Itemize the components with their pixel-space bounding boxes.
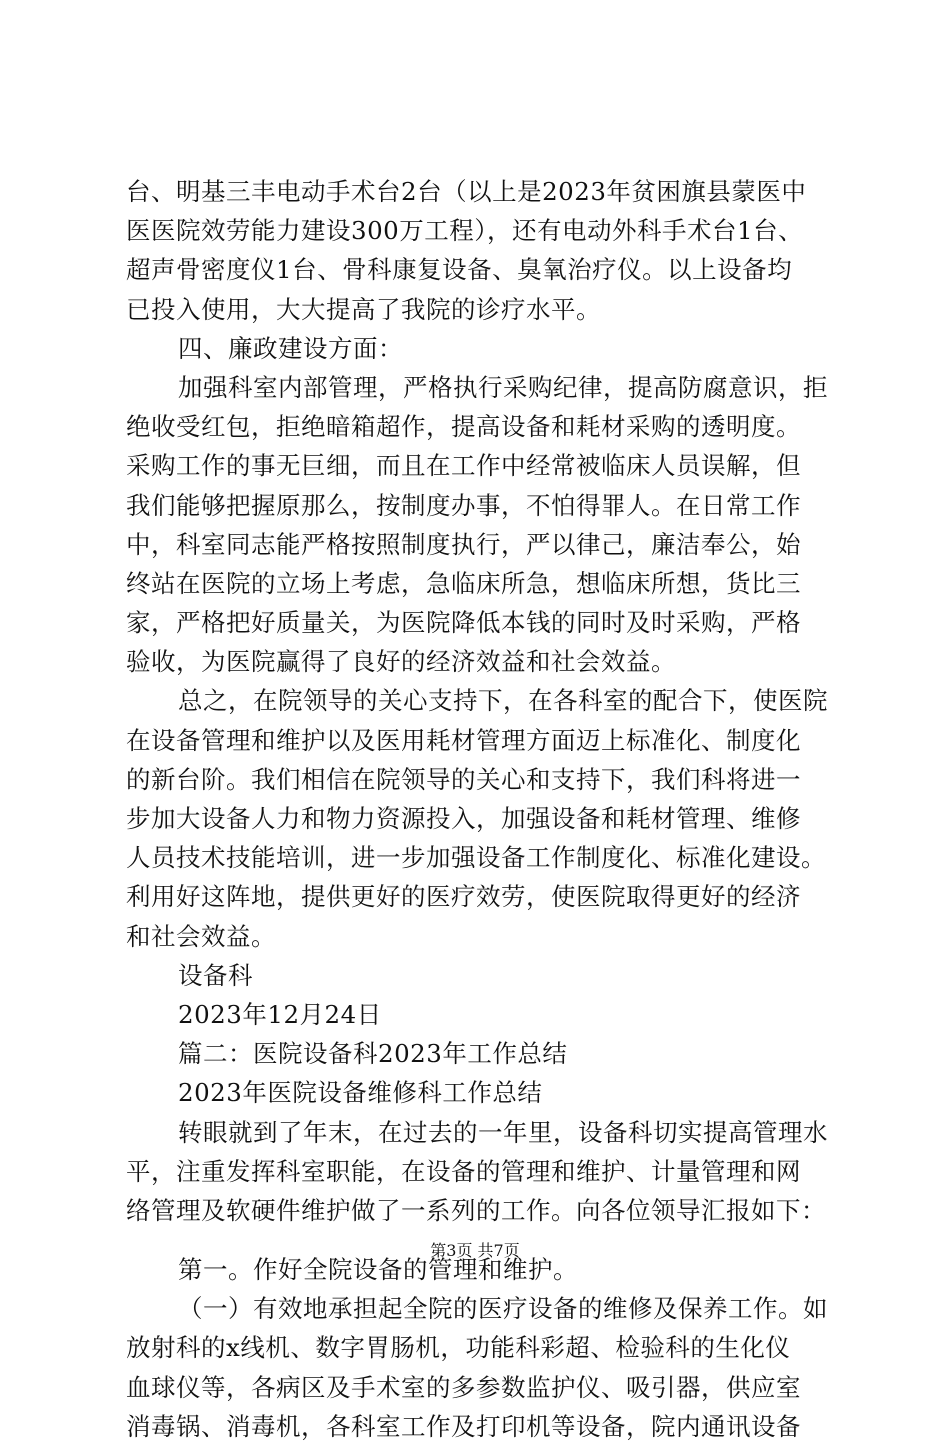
text-line: 总之，在院领导的关心支持下，在各科室的配合下，使医院	[178, 686, 828, 716]
text-line: 络管理及软硬件维护做了一系列的工作。向各位领导汇报如下：	[126, 1195, 826, 1225]
text-line: 台、明基三丰电动手术台2台（以上是2023年贫困旗县蒙医中	[126, 177, 807, 206]
text-line: 消毒锅、消毒机，各科室工作及打印机等设备，院内通讯设备	[126, 1411, 801, 1441]
text-line: 的新台阶。我们相信在院领导的关心和支持下，我们科将进一	[126, 764, 801, 794]
text-line: 放射科的x线机、数字胃肠机，功能科彩超、检验科的生化仪	[126, 1333, 791, 1363]
text-line: 我们能够把握原那么，按制度办事，不怕得罪人。在日常工作	[126, 490, 801, 520]
section-heading: 四、廉政建设方面：	[178, 333, 403, 363]
signature-department: 设备科	[178, 960, 253, 990]
section-heading: 第一。作好全院设备的管理和维护。	[178, 1255, 578, 1285]
signature-date: 2023年12月24日	[178, 999, 382, 1029]
text-line: 医医院效劳能力建设300万工程），还有电动外科手术台1台、	[126, 216, 804, 246]
text-line: 中，科室同志能严格按照制度执行，严以律己，廉洁奉公，始	[126, 529, 801, 559]
text-line: 加强科室内部管理，严格执行采购纪律，提高防腐意识，拒	[178, 372, 828, 402]
text-line: 已投入使用，大大提高了我院的诊疗水平。	[126, 294, 601, 324]
document-title: 2023年医院设备维修科工作总结	[178, 1078, 543, 1108]
text-line: 人员技术技能培训，进一步加强设备工作制度化、标准化建设。	[126, 843, 826, 873]
text-line: 在设备管理和维护以及医用耗材管理方面迈上标准化、制度化	[126, 725, 801, 755]
text-line: 超声骨密度仪1台、骨科康复设备、臭氧治疗仪。以上设备均	[126, 255, 793, 285]
text-line: 采购工作的事无巨细，而且在工作中经常被临床人员误解，但	[126, 451, 801, 481]
text-line: 验收，为医院赢得了良好的经济效益和社会效益。	[126, 647, 676, 677]
text-line: 平，注重发挥科室职能，在设备的管理和维护、计量管理和网	[126, 1156, 801, 1186]
text-line: 终站在医院的立场上考虑，急临床所急，想临床所想，货比三	[126, 568, 801, 598]
text-line: 和社会效益。	[126, 921, 276, 951]
text-line: 家，严格把好质量关，为医院降低本钱的同时及时采购，严格	[126, 608, 801, 638]
text-line: 利用好这阵地，提供更好的医疗效劳，使医院取得更好的经济	[126, 882, 801, 912]
chapter-title: 篇二：医院设备科2023年工作总结	[178, 1039, 568, 1069]
text-line: （一）有效地承担起全院的医疗设备的维修及保养工作。如	[178, 1294, 828, 1324]
text-line: 步加大设备人力和物力资源投入，加强设备和耗材管理、维修	[126, 804, 801, 833]
text-line: 转眼就到了年末，在过去的一年里，设备科切实提高管理水	[178, 1117, 828, 1147]
page-number-footer: 第3页 共7页	[430, 1241, 520, 1260]
text-line: 血球仪等，各病区及手术室的多参数监护仪、吸引器，供应室	[126, 1372, 801, 1402]
text-line: 绝收受红包，拒绝暗箱超作，提高设备和耗材采购的透明度。	[126, 412, 801, 442]
